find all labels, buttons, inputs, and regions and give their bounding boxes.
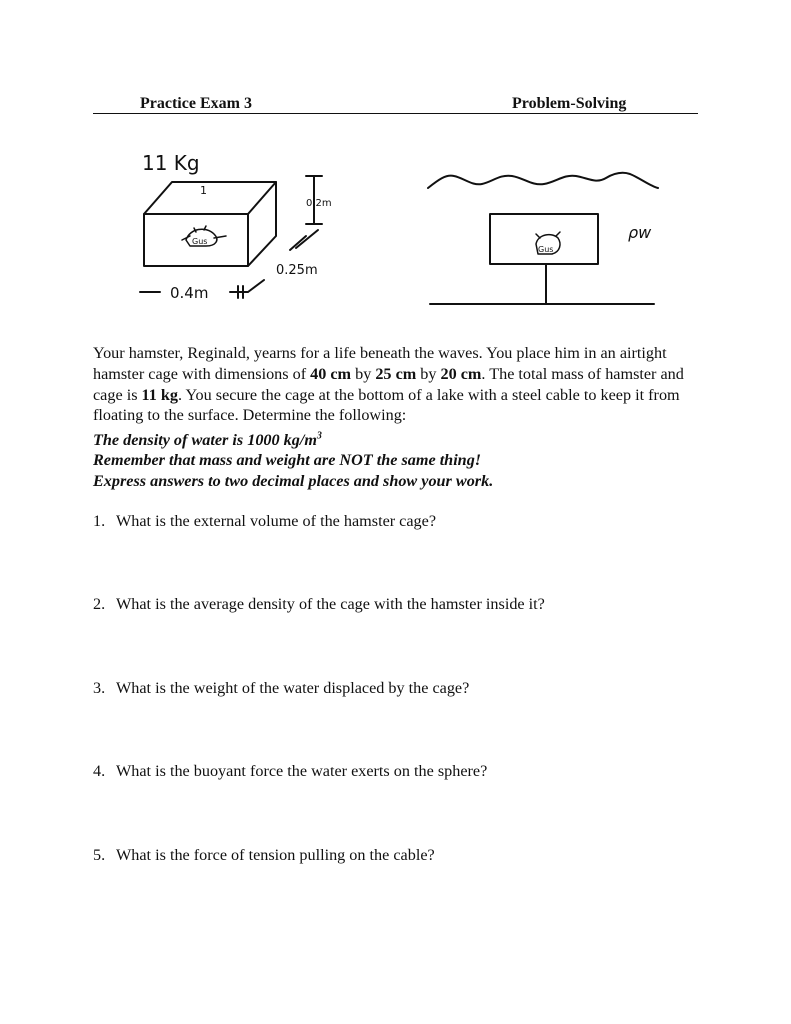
- height-label: 0.2m: [306, 198, 332, 209]
- hamster-label-2: Gus: [538, 245, 554, 254]
- mass-weight-note: Remember that mass and weight are NOT the same thing!: [93, 451, 482, 470]
- submerged-cage: [490, 214, 598, 264]
- problem-statement: Your hamster, Reginald, yearns for a life beneath the waves. You place him in an airtight hamster cage with dimensions of 40 cm by 25 cm by 20 cm. The total mass of hamster and cage is 11 kg. You secure the cage at the bottom of a lake with a steel cable to keep it from floating to the surface. Determine the following: The density of water is 1000 $kg/m^3$ Remember that mass and weight are NOT the same thing! Express answers to two decimal places and show your work.: [93, 344, 684, 491]
- depth-marker: [290, 230, 318, 250]
- section-title: Problem-Solving: [512, 95, 627, 112]
- exam-title: Practice Exam 3: [140, 95, 252, 112]
- cage-diagram: [130, 140, 370, 310]
- total-mass: 11 kg: [141, 385, 178, 404]
- question-4: 4. What is the buoyant force the water exerts on the sphere?: [93, 762, 488, 780]
- question-1: 1. What is the external volume of the hamster cage?: [93, 512, 437, 530]
- question-2: 2. What is the average density of the cage with the hamster inside it?: [93, 595, 545, 613]
- water-surface-wave: [428, 173, 658, 188]
- density-note: The density of water is 1000 $kg/m^3$: [93, 430, 322, 449]
- mark-label: 1: [200, 184, 207, 197]
- cage-top-face: [144, 182, 276, 214]
- question-5: 5. What is the force of tension pulling on the cable?: [93, 846, 435, 864]
- dimension-height: 20 cm: [440, 364, 482, 383]
- question-3: 3. What is the weight of the water displaced by the cage?: [93, 679, 470, 697]
- width-label: 0.4m: [170, 284, 209, 302]
- hamster-label-1: Gus: [192, 237, 208, 246]
- mass-label: 11 Kg: [142, 151, 200, 175]
- express-note: Express answers to two decimal places and show your work.: [93, 472, 494, 491]
- depth-label: 0.25m: [276, 263, 318, 278]
- dimension-length: 40 cm: [310, 364, 352, 383]
- cage-side-face: [248, 182, 276, 266]
- page-header: [93, 93, 698, 114]
- dimension-width: 25 cm: [375, 364, 417, 383]
- lake-diagram: [420, 160, 670, 310]
- water-density-label: ρw: [628, 223, 652, 242]
